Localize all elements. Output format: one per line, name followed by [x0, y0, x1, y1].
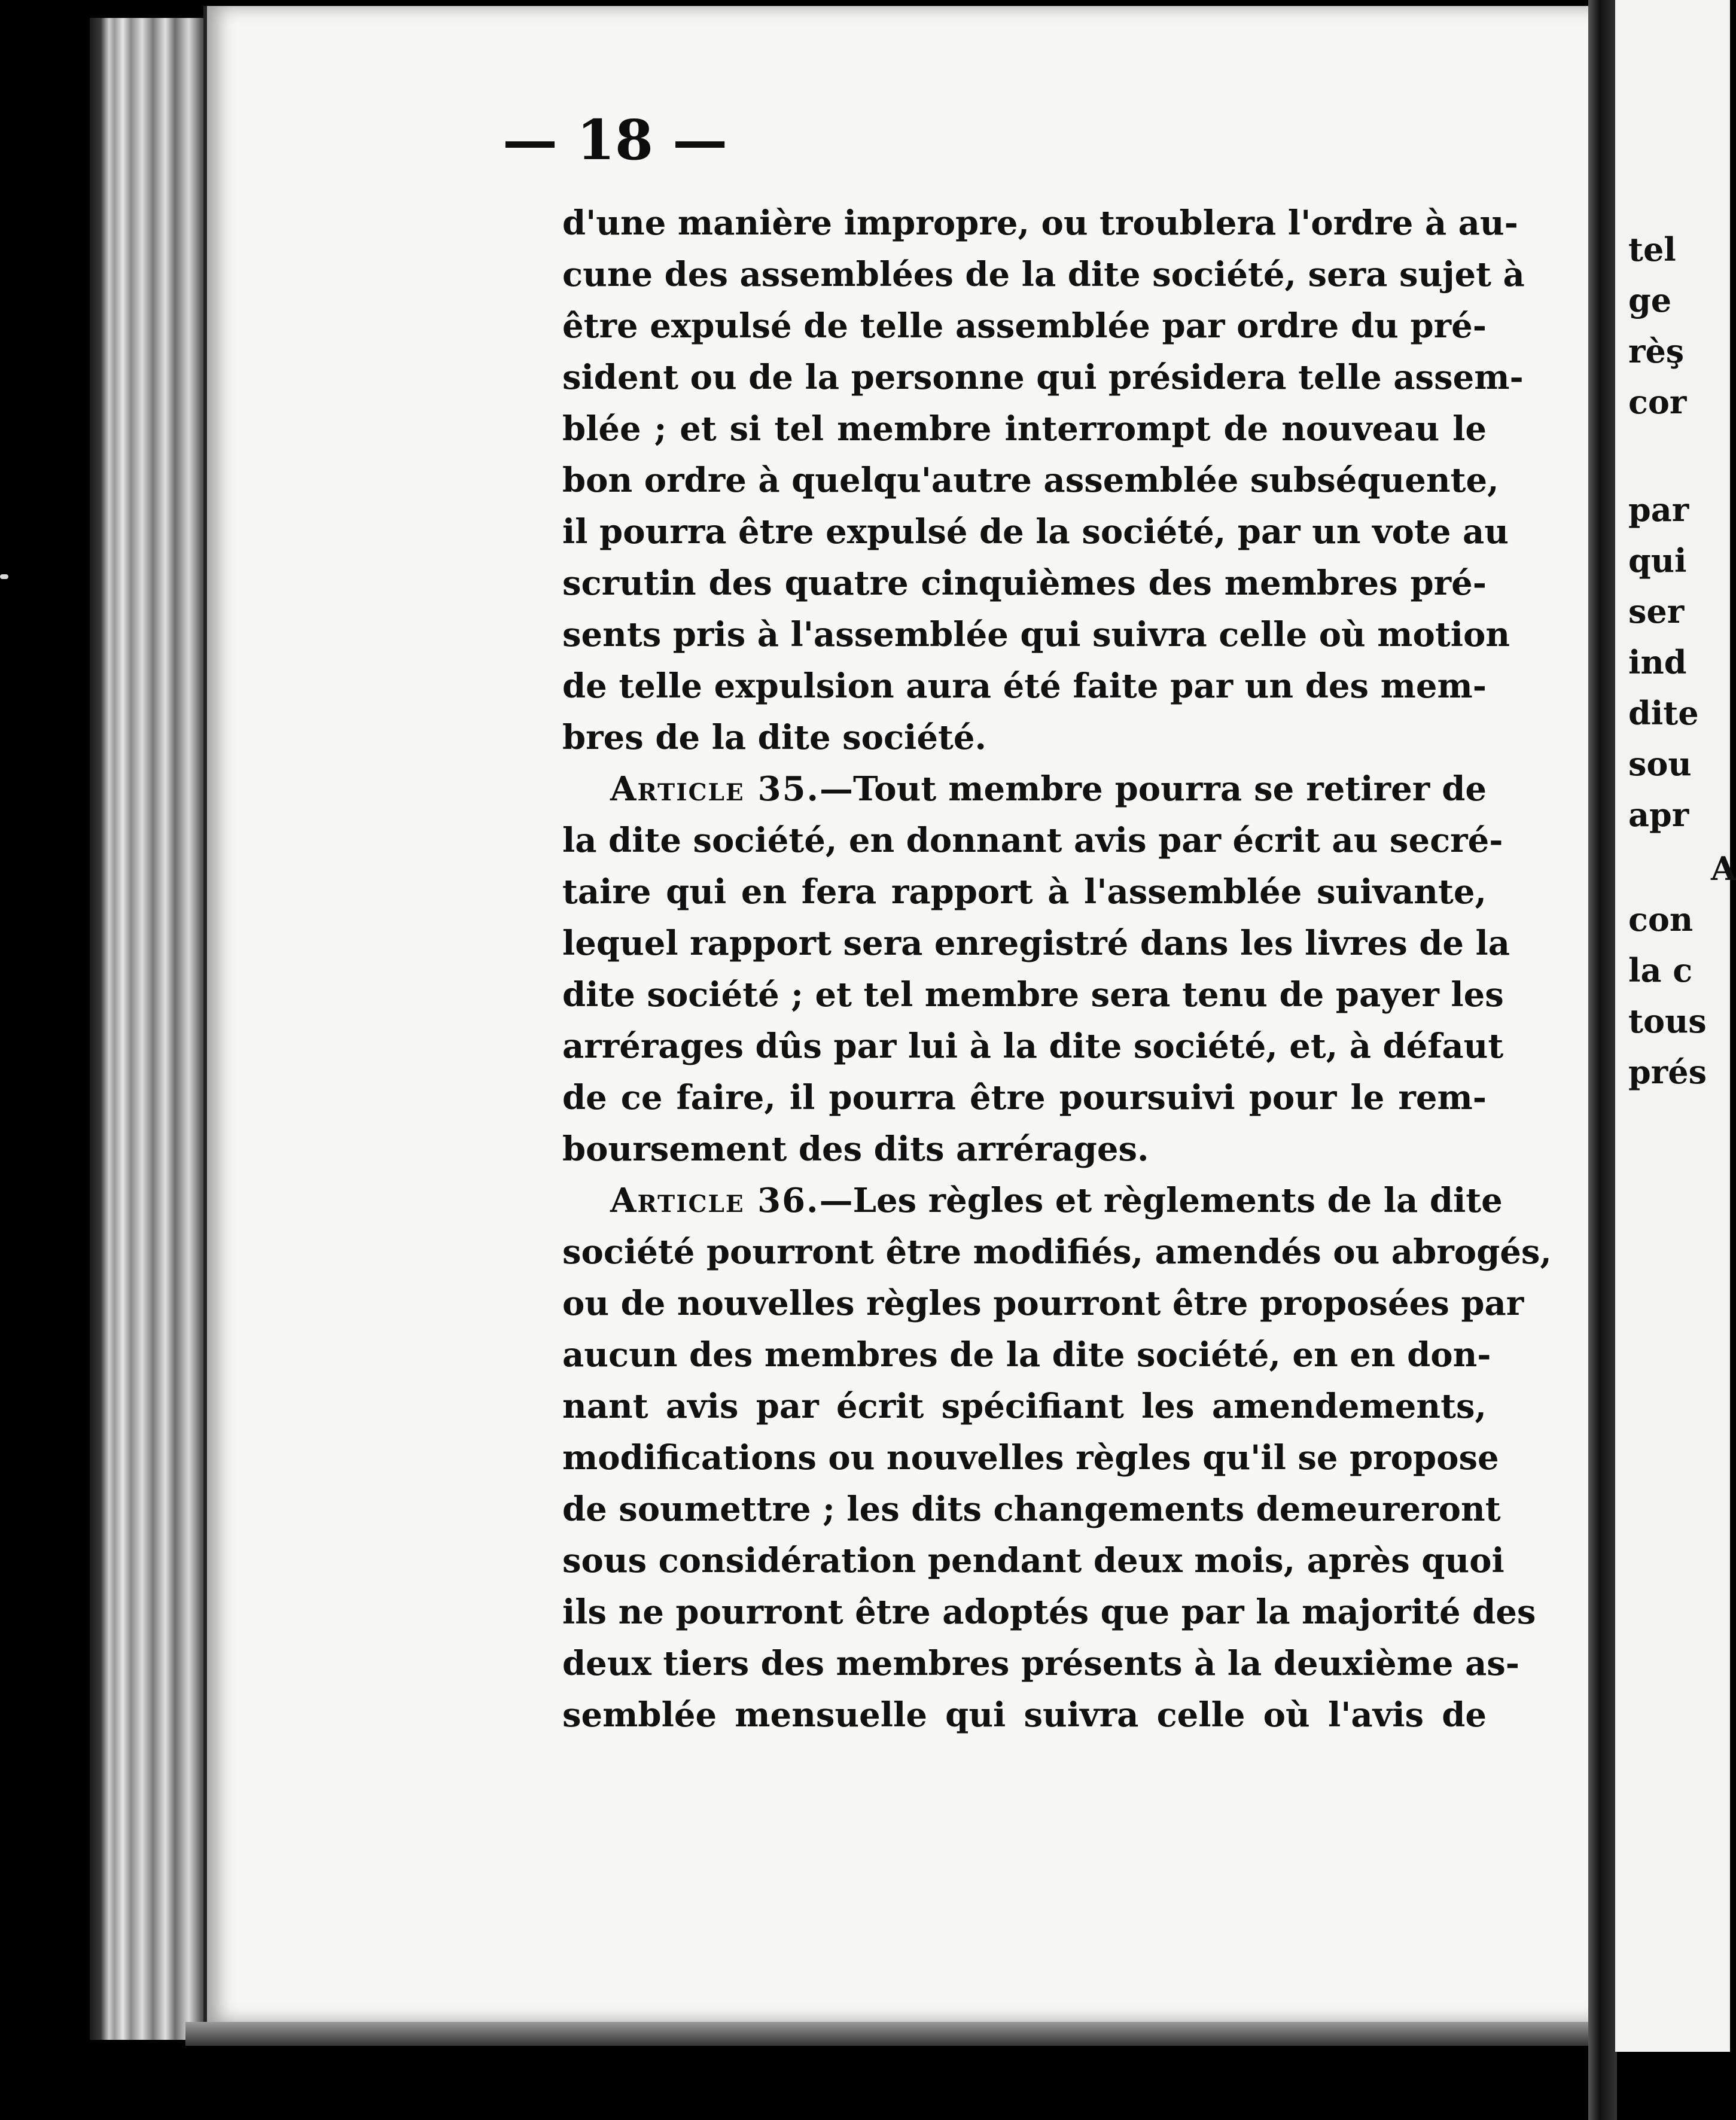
page-bottom-edge	[185, 2022, 1597, 2046]
text-line: lequel rapport sera enregistré dans les livres de la	[562, 924, 1510, 963]
body-text	[562, 197, 1552, 1741]
text-line: cune des assemblées de la dite société, sera sujet à	[562, 255, 1525, 294]
text-line: d'une manière impropre, ou troublera l'ordre à au-	[562, 203, 1518, 243]
paragraph-1	[562, 197, 1525, 763]
dust-speck	[0, 574, 8, 579]
facing-line-fragment: apr	[1628, 796, 1689, 834]
text-line: taire qui en fera rapport à l'assemblée suivante,	[562, 872, 1487, 912]
text-line: scrutin des quatre cinquièmes des membres pré-	[562, 563, 1487, 603]
facing-line-fragment: ser	[1628, 592, 1685, 630]
facing-line-fragment: prés	[1628, 1053, 1707, 1091]
facing-line-fragment: ge	[1628, 281, 1672, 319]
text-line: être expulsé de telle assemblée par ordre du pré-	[562, 306, 1487, 346]
article-text: —Tout membre pourra se retirer de	[820, 769, 1487, 809]
facing-line-fragment: ind	[1628, 643, 1687, 681]
text-line: sents pris à l'assemblée qui suivra celle où motion	[562, 615, 1510, 654]
text-line: ils ne pourront être adoptés que par la majorité des	[562, 1592, 1536, 1632]
text-line: blée ; et si tel membre interrompt de nouveau le	[562, 409, 1487, 449]
text-line: de ce faire, il pourra être poursuivi pour le rem-	[562, 1078, 1487, 1117]
facing-line-fragment: tel	[1628, 230, 1676, 269]
text-line: sous considération pendant deux mois, après quoi	[562, 1541, 1504, 1580]
text-line: bres de la dite société.	[562, 718, 986, 757]
facing-line-fragment: la c	[1628, 951, 1693, 989]
facing-page	[1615, 0, 1736, 2052]
text-line: de soumettre ; les dits changements demeureront	[562, 1490, 1501, 1529]
facing-line-fragment: tous	[1628, 1002, 1707, 1040]
article-label: Article 36.	[610, 1181, 820, 1220]
text-line: modifications ou nouvelles règles qu'il se propose	[562, 1438, 1499, 1478]
text-line: deux tiers des membres présents à la deuxième as-	[562, 1644, 1520, 1683]
text-line: nant avis par écrit spécifiant les amendements,	[562, 1387, 1487, 1426]
text-line: sident ou de la personne qui présidera telle assem-	[562, 358, 1524, 397]
text-line	[562, 763, 1487, 815]
article-label: Article 35.	[610, 769, 820, 809]
facing-line-fragment: qui	[1628, 541, 1687, 580]
text-line: dite société ; et tel membre sera tenu de payer les	[562, 975, 1504, 1015]
text-line: il pourra être expulsé de la société, par un vote au	[562, 512, 1509, 552]
text-line: semblée mensuelle qui suivra celle où l'avis de	[562, 1695, 1487, 1735]
facing-line-fragment: A	[1711, 849, 1736, 888]
text-line: la dite société, en donnant avis par écrit au secré-	[562, 821, 1503, 860]
article-35	[562, 763, 1510, 1175]
facing-line-fragment: cor	[1628, 383, 1687, 421]
article-text: —Les règles et règlements de la dite	[819, 1181, 1503, 1220]
facing-line-fragment: con	[1628, 900, 1694, 939]
text-line: de telle expulsion aura été faite par un des mem-	[562, 666, 1487, 706]
text-line: aucun des membres de la dite société, en en don-	[562, 1335, 1491, 1375]
article-36	[562, 1175, 1552, 1741]
text-line: ou de nouvelles règles pourront être proposées par	[562, 1284, 1524, 1323]
facing-line-fragment: sou	[1628, 745, 1692, 783]
text-line: arrérages dûs par lui à la dite société, et, à défaut	[562, 1027, 1504, 1066]
facing-line-fragment: rèş	[1628, 332, 1685, 370]
text-line	[562, 1175, 1503, 1226]
facing-line-fragment: par	[1628, 491, 1689, 529]
book-gutter	[1588, 0, 1617, 2120]
facing-line-fragment: dite	[1628, 694, 1699, 732]
text-line: boursement des dits arrérages.	[562, 1129, 1149, 1169]
text-line: bon ordre à quelqu'autre assemblée subséquente,	[562, 461, 1499, 500]
page-number: — 18 —	[502, 108, 728, 172]
text-line: société pourront être modifiés, amendés ou abrogés,	[562, 1232, 1552, 1272]
